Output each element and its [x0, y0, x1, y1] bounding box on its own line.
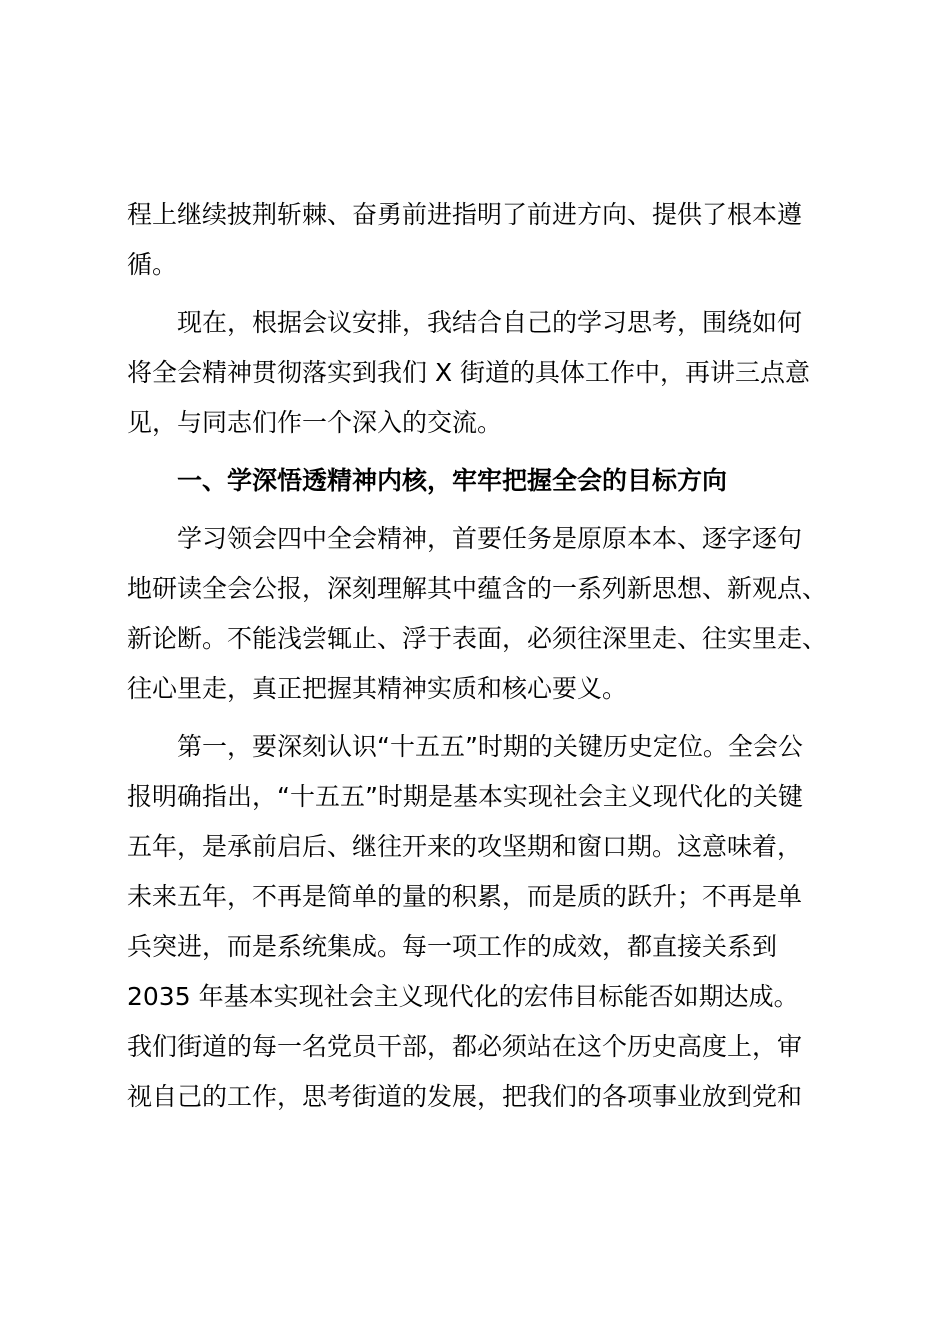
text-line: 未来五年，不再是简单的量的积累，而是质的跃升；不再是单 [127, 882, 803, 911]
paragraph-study [127, 514, 833, 714]
heading-text: 一、学深悟透精神内核，牢牢把握全会的目标方向 [177, 466, 728, 495]
text-line: 视自己的工作，思考街道的发展，把我们的各项事业放到党和 [127, 1082, 803, 1111]
text-line: 我们街道的每一名党员干部，都必须站在这个历史高度上，审 [127, 1032, 803, 1061]
document-body [127, 190, 833, 1130]
text-line: 程上继续披荆斩棘、奋勇前进指明了前进方向、提供了根本遵 [127, 200, 803, 229]
text-line: 现在，根据会议安排，我结合自己的学习思考，围绕如何 [177, 308, 803, 337]
text-line: 见，与同志们作一个深入的交流。 [127, 408, 503, 437]
text-line: 兵突进，而是系统集成。每一项工作的成效，都直接关系到 [127, 932, 778, 961]
text-line: 学习领会四中全会精神，首要任务是原原本本、逐字逐句 [177, 524, 803, 553]
text-line: 五年，是承前启后、继往开来的攻坚期和窗口期。这意味着， [127, 832, 803, 861]
text-line: 2035 年基本实现社会主义现代化的宏伟目标能否如期达成。 [127, 982, 799, 1011]
text-line: 第一，要深刻认识“十五五”时期的关键历史定位。全会公 [177, 732, 803, 761]
text-line: 往心里走，真正把握其精神实质和核心要义。 [127, 674, 628, 703]
text-line: 循。 [127, 250, 178, 279]
text-line: 报明确指出，“十五五”时期是基本实现社会主义现代化的关键 [127, 782, 803, 811]
text-line: 将全会精神贯彻落实到我们 X 街道的具体工作中，再讲三点意 [127, 358, 811, 387]
paragraph-intro [127, 298, 833, 448]
section-heading [127, 456, 833, 506]
text-line: 地研读全会公报，深刻理解其中蕴含的一系列新思想、新观点、 [127, 574, 828, 603]
text-line: 新论断。不能浅尝辄止、浮于表面，必须往深里走、往实里走、 [127, 624, 828, 653]
paragraph-continuation [127, 190, 833, 290]
paragraph-first-point [127, 722, 833, 1122]
